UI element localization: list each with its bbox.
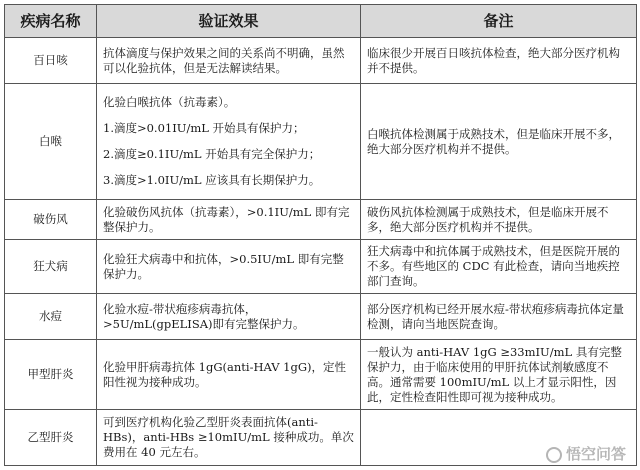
effect-text: 1.滴度>0.01IU/mL 开始具有保护力；: [103, 121, 305, 135]
table-row: [5, 38, 637, 84]
effect-cell: [97, 84, 361, 200]
disease-cell: 狂犬病: [5, 240, 97, 294]
effect-cell: [97, 294, 361, 340]
note-text: 破伤风抗体检测属于成熟技术，但是临床开展不多，绝大部分医疗机构并不提供。: [367, 204, 609, 234]
note-text: 狂犬病毒中和抗体属于成熟技术，但是医院开展的不多。有些地区的 CDC 有此检查，请向当地疾控部门查询。: [367, 244, 620, 288]
note-text: 一般认为 anti-HAV 1gG ≥33mIU/mL 具有完整保护力，由于临床使用的甲肝抗体试剂敏感度不高。通常需要 100mIU/mL 以上才显示阳性，因此，定性检查阳性即可视为接种成功。: [367, 344, 622, 404]
watermark-text: 悟空问答: [565, 445, 626, 463]
note-cell: [361, 240, 637, 294]
effect-cell: [97, 240, 361, 294]
note-cell: [361, 84, 637, 200]
effect-text: 化验狂犬病毒中和抗体，>0.5IU/mL 即有完整保护力。: [103, 251, 344, 281]
table-row: [5, 294, 637, 340]
watermark-logo-icon: [546, 447, 562, 463]
disease-cell: 破伤风: [5, 200, 97, 240]
note-cell: [361, 200, 637, 240]
effect-text: 化验白喉抗体（抗毒素）。: [103, 95, 236, 109]
table-row: [5, 340, 637, 410]
effect-text: 可到医疗机构化验乙型肝炎表面抗体(anti-HBs)，anti-HBs ≥10mIU/mL 接种成功。单次费用在 40 元左右。: [103, 415, 354, 459]
note-text: 部分医疗机构已经开展水痘-带状疱疹病毒抗体定量检测，请向当地医院查询。: [367, 301, 624, 331]
disease-cell: 甲型肝炎: [5, 340, 97, 410]
note-cell: [361, 38, 637, 84]
table-row: [5, 410, 637, 466]
effect-text: 化验甲肝病毒抗体 1gG(anti-HAV 1gG)，定性阳性视为接种成功。: [103, 359, 347, 389]
header-effect: 验证效果: [97, 5, 361, 38]
note-cell: [361, 340, 637, 410]
note-text: 白喉抗体检测属于成熟技术，但是临床开展不多，绝大部分医疗机构并不提供。: [367, 126, 620, 156]
disease-cell: 乙型肝炎: [5, 410, 97, 466]
effect-cell: [97, 200, 361, 240]
table-row: [5, 240, 637, 294]
header-disease: 疾病名称: [5, 5, 97, 38]
disease-cell: 百日咳: [5, 38, 97, 84]
effect-text: 化验破伤风抗体（抗毒素），>0.1IU/mL 即有完整保护力。: [103, 204, 350, 234]
disease-cell: 水痘: [5, 294, 97, 340]
effect-text: 3.滴度>1.0IU/mL 应该具有长期保护力。: [103, 173, 321, 187]
effect-text: 2.滴度≥0.1IU/mL 开始具有完全保护力；: [103, 147, 321, 161]
header-row: [5, 5, 637, 38]
effect-text: 抗体滴度与保护效果之间的关系尚不明确，虽然可以化验抗体，但是无法解读结果。: [103, 45, 345, 75]
effect-text: 化验水痘-带状疱疹病毒抗体，>5U/mL(gpELISA)即有完整保护力。: [103, 301, 305, 331]
table-row: [5, 200, 637, 240]
header-note: 备注: [361, 5, 637, 38]
table-row: [5, 84, 637, 200]
watermark: [546, 443, 626, 464]
note-cell: [361, 294, 637, 340]
disease-cell: 白喉: [5, 84, 97, 200]
effect-cell: [97, 340, 361, 410]
effect-cell: [97, 410, 361, 466]
vaccine-antibody-table: [4, 4, 637, 466]
note-text: 临床很少开展百日咳抗体检查，绝大部分医疗机构并不提供。: [367, 45, 620, 75]
effect-cell: [97, 38, 361, 84]
